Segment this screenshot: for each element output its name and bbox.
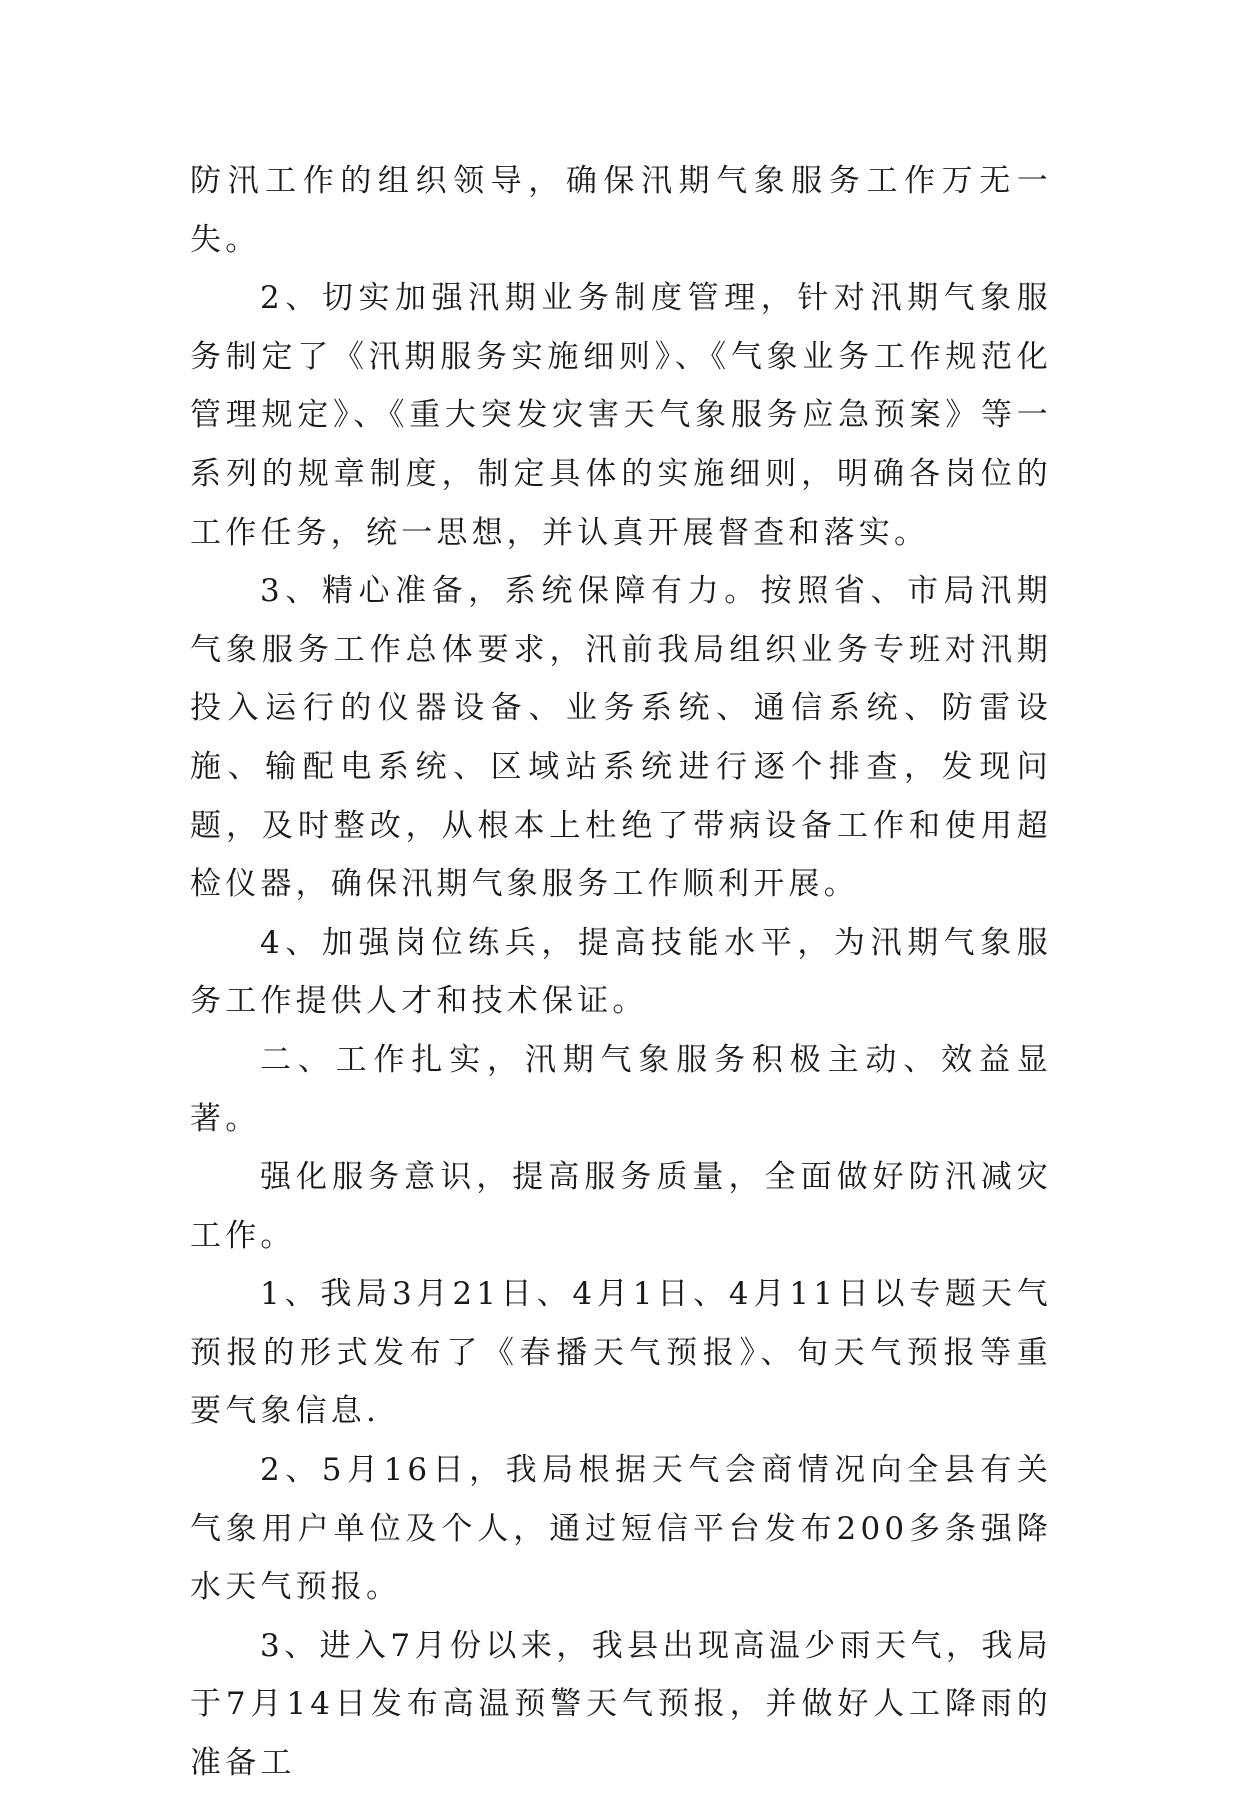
paragraph-1: 防汛工作的组织领导，确保汛期气象服务工作万无一失。 (190, 163, 1052, 258)
paragraph-3: 3、精心准备，系统保障有力。按照省、市局汛期气象服务工作总体要求，汛前我局组织业务专班对汛期投入运行的仪器设备、业务系统、通信系统、防雷设施、输配电系统、区域站系统进行逐个排查，发现问题，及时整改，从根本上杜绝了带病设备工作和使用超检仪器，确保汛期气象服务工作顺利开展。 (190, 573, 1052, 903)
section-heading-2: 二、工作扎实，汛期气象服务积极主动、效益显著。 (190, 1041, 1052, 1137)
paragraph-4: 4、加强岗位练兵，提高技能水平，为汛期气象服务工作提供人才和技术保证。 (190, 924, 1052, 1020)
paragraph-8: 3、进入7月份以来，我县出现高温少雨天气，我局于7月14日发布高温预警天气预报，并做好人工降雨的准备工 (190, 1627, 1052, 1782)
paragraph-6: 1、我局3月21日、4月1日、4月11日以专题天气预报的形式发布了《春播天气预报》、旬天气预报等重要气象信息. (190, 1276, 1052, 1430)
document-body (190, 152, 1052, 1793)
paragraph-2: 2、切实加强汛期业务制度管理，针对汛期气象服务制定了《汛期服务实施细则》、《气象业务工作规范化管理规定》、《重大突发灾害天气象服务应急预案》等一系列的规章制度，制定具体的实施细则，明确各岗位的工作任务，统一思想，并认真开展督查和落实。 (190, 280, 1052, 551)
paragraph-7: 2、5月16日，我局根据天气会商情况向全县有关气象用户单位及个人，通过短信平台发布200多条强降水天气预报。 (190, 1452, 1052, 1606)
paragraph-5: 强化服务意识，提高服务质量，全面做好防汛减灾工作。 (190, 1159, 1052, 1254)
